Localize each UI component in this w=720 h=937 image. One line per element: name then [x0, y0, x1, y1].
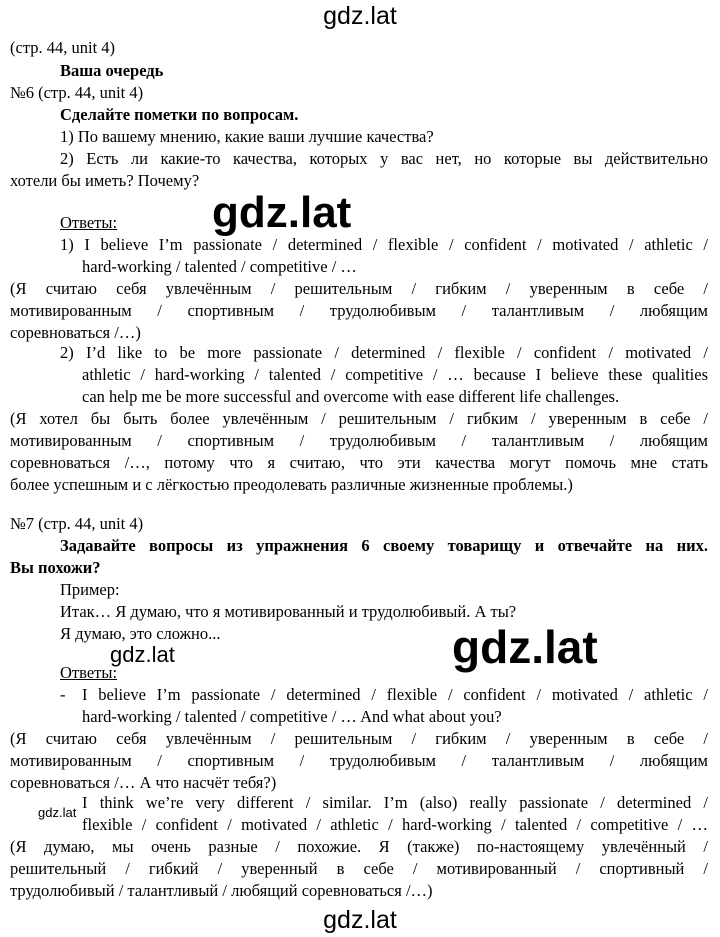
- task6-answer-1-line-2: hard-working / talented / competitive / …: [82, 257, 357, 276]
- task7-answer-dash: -: [60, 685, 66, 704]
- task6-answer-2-line-2: athletic / hard-working / talented / competitive / … because I believe these qualities: [82, 365, 708, 384]
- task7-answer-2-translation-line-2: решительный / гибкий / уверенный в себе / мотивированный / спортивный /: [10, 859, 708, 878]
- task7-answer-1-line-1: I believe I’m passionate / determined / flexible / confident / motivated / athletic /: [82, 685, 708, 704]
- task7-answer-1-translation-line-3: соревноваться /… А что насчёт тебя?): [10, 773, 277, 792]
- watermark-large-2: gdz.lat: [452, 621, 598, 673]
- task6-answers-label: Ответы:: [60, 213, 118, 232]
- task6-answer-1-translation-line-2: мотивированным / спортивным / трудолюбивым / талантливым / любящим: [10, 301, 708, 320]
- task6-question-1: 1) По вашему мнению, какие ваши лучшие качества?: [60, 127, 434, 146]
- task7-answer-2-translation-line-3: трудолюбивый / талантливый / любящий соревноваться /…): [10, 881, 433, 900]
- intro-heading: Ваша очередь: [60, 61, 164, 80]
- watermark-small: gdz.lat: [38, 805, 77, 820]
- watermark-large-1: gdz.lat: [212, 188, 352, 237]
- task6-answer-1-translation-line-1: (Я считаю себя увлечённым / решительным / гибким / уверенным в себе /: [10, 279, 708, 298]
- task7-answer-1-translation-line-2: мотивированным / спортивным / трудолюбивым / талантливым / любящим: [10, 751, 708, 770]
- task6-answer-2-line-3: can help me be more successful and overcome with ease different life challenges.: [82, 387, 620, 406]
- watermark-medium: gdz.lat: [110, 642, 175, 667]
- task7-answer-2-translation-line-1: (Я думаю, мы очень разные / похожие. Я (также) по-настоящему увлечённый /: [10, 837, 708, 856]
- watermark-top: gdz.lat: [323, 2, 397, 30]
- task6-answer-2-translation-line-4: более успешным и с лёгкостью преодолевать различные жизненные проблемы.): [10, 475, 573, 494]
- intro-page-ref: (стр. 44, unit 4): [10, 38, 116, 57]
- task7-example-label: Пример:: [60, 580, 120, 599]
- task7-answer-1-line-2: hard-working / talented / competitive / … And what about you?: [82, 707, 502, 726]
- task6-answer-2-translation-line-3: соревноваться /…, потому что я считаю, что эти качества могут помочь мне стать: [10, 453, 708, 472]
- task6-answer-2-translation-line-1: (Я хотел бы быть более увлечённым / решительным / гибким / уверенным в себе /: [10, 409, 708, 428]
- task7-instruction-line-1: Задавайте вопросы из упражнения 6 своему товарищу и отвечайте на них.: [60, 536, 708, 555]
- task7-answer-2-line-2: flexible / confident / motivated / athletic / hard-working / talented / competitive / …: [82, 815, 708, 834]
- watermark-bottom: gdz.lat: [323, 906, 397, 934]
- task7-answer-1-translation-line-1: (Я считаю себя увлечённым / решительным / гибким / уверенным в себе /: [10, 729, 708, 748]
- task7-example-line-1: Итак… Я думаю, что я мотивированный и трудолюбивый. А ты?: [60, 602, 517, 621]
- task7-instruction-line-2: Вы похожи?: [10, 558, 101, 577]
- task6-number: №6 (стр. 44, unit 4): [10, 83, 144, 102]
- task6-instruction: Сделайте пометки по вопросам.: [60, 105, 299, 124]
- task7-example-line-2: Я думаю, это сложно...: [60, 624, 221, 643]
- task6-answer-2-translation-line-2: мотивированным / спортивным / трудолюбивым / талантливым / любящим: [10, 431, 708, 450]
- task7-answer-2-line-1: I think we’re very different / similar. I’m (also) really passionate / determined /: [82, 793, 708, 812]
- task6-question-2-line-2: хотели бы иметь? Почему?: [10, 171, 200, 190]
- task6-answer-2-line-1: 2) I’d like to be more passionate / determined / flexible / confident / motivated /: [60, 343, 708, 362]
- task7-answers-label: Ответы:: [60, 663, 118, 682]
- task6-answer-1-translation-line-3: соревноваться /…): [10, 323, 141, 342]
- task6-answer-1-line-1: 1) I believe I’m passionate / determined / flexible / confident / motivated / athletic /: [60, 235, 708, 254]
- task6-question-2-line-1: 2) Есть ли какие-то качества, которых у вас нет, но которые вы действительно: [60, 149, 708, 168]
- task7-number: №7 (стр. 44, unit 4): [10, 514, 144, 533]
